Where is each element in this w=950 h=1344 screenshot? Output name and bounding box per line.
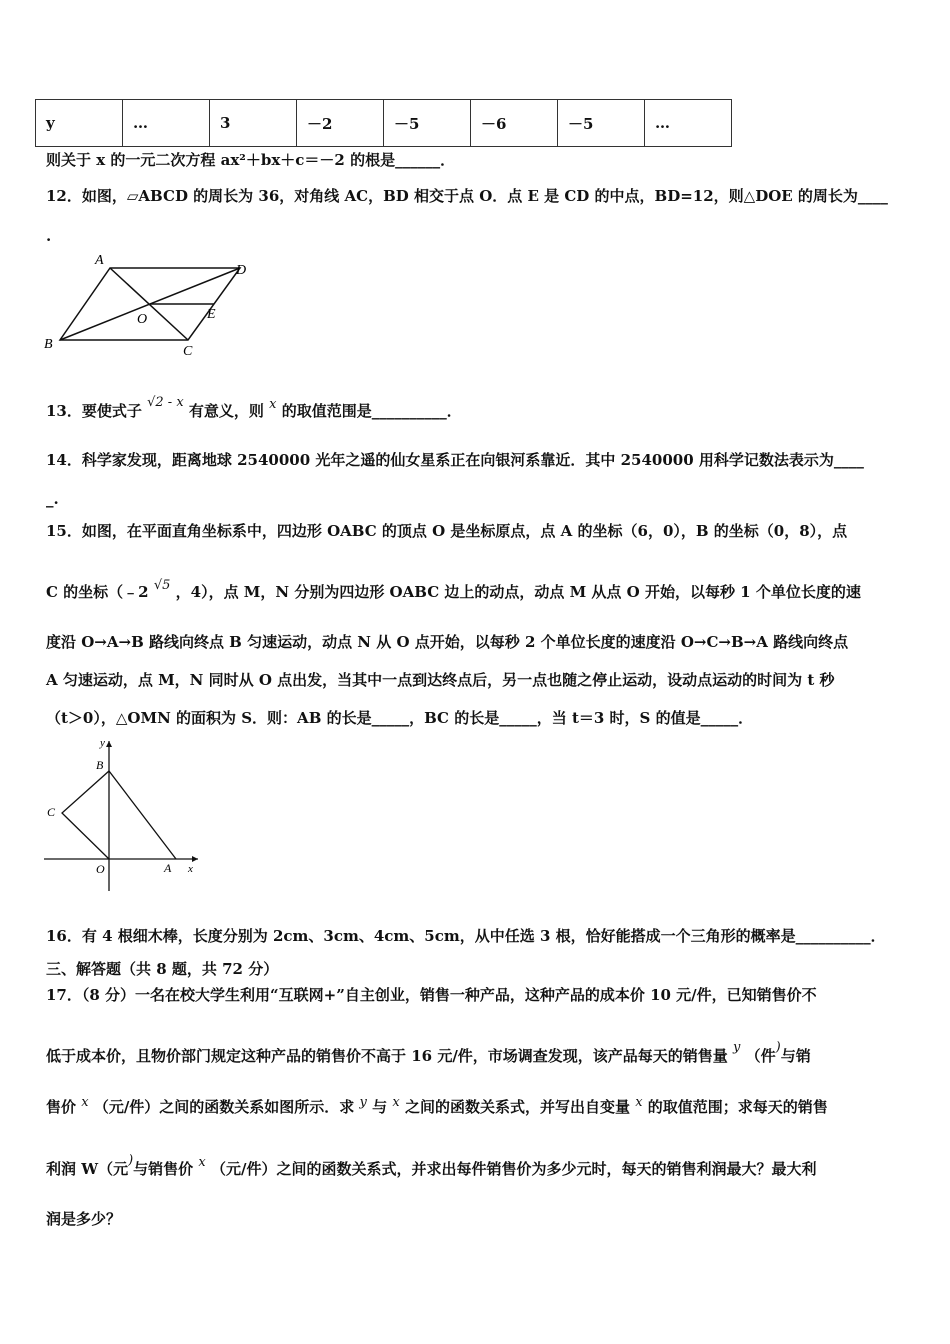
label-a: A — [95, 253, 104, 268]
q15-line4: A 匀速运动，点 M，N 同时从 O 点出发，当其中一点到达终点后，另一点也随之停止运动，设动点运动的时间为 t 秒 — [46, 671, 835, 689]
q17-line5: 润是多少？ — [46, 1210, 122, 1228]
q17-line2-b: （件 — [745, 1047, 776, 1065]
q17-line1: 17．（8 分）一名在校大学生利用“互联网+”自主创业，销售一种产品，这种产品的成本价 10 元/件，已知销售价不 — [46, 986, 817, 1004]
q13-radical: √2 - x — [147, 395, 184, 410]
label-b: B — [44, 337, 53, 352]
q15-line2-b: ，4），点 M，N 分别为四边形 OABC 边上的动点，动点 M 从点 O 开始，以每秒 1 个单位长度的速 — [175, 583, 861, 601]
q17-line4 — [46, 1153, 817, 1181]
q15-line5: （t＞0），△OMN 的面积为 S．则：AB 的长是_____，BC 的长是_____，当 t＝3 时，S 的值是_____． — [46, 709, 754, 727]
table-cell: y — [36, 100, 123, 147]
label-o: O — [137, 312, 148, 327]
q13-middle: 有意义，则 — [188, 402, 264, 420]
label-c: C — [183, 344, 193, 358]
table-cell: 3 — [210, 100, 297, 147]
table-cell: －5 — [558, 100, 645, 147]
q12-line1: 12．如图，▱ABCD 的周长为 36，对角线 AC，BD 相交于点 O．点 E 是 CD 的中点，BD=12，则△DOE 的周长为____ — [46, 187, 888, 205]
q17-line3-a: 售价 — [46, 1098, 77, 1116]
table-row — [36, 100, 732, 147]
coordinate-figure — [40, 733, 210, 898]
q13-prefix: 13．要使式子 — [46, 402, 142, 420]
q13-line — [46, 395, 462, 423]
quadrilateral-oabc — [62, 771, 176, 859]
q17-line3 — [46, 1097, 828, 1119]
y-axis-arrow — [106, 741, 112, 747]
q17-line2 — [46, 1040, 811, 1068]
section-3-heading: 三、解答题（共 8 题，共 72 分） — [46, 960, 279, 978]
label-a: A — [164, 861, 172, 875]
q17-line4-b: 与销售价 — [133, 1160, 194, 1178]
q11-text: 则关于 x 的一元二次方程 ax²＋bx＋c＝－2 的根是______． — [46, 151, 456, 169]
table-cell: －5 — [384, 100, 471, 147]
q17-line4-a: 利润 W（元 — [46, 1160, 129, 1178]
parallelogram-figure — [40, 248, 270, 358]
q17-var-x: x — [81, 1095, 89, 1110]
q17-var-x: x — [198, 1155, 206, 1170]
q17-paren: ) — [128, 1153, 134, 1168]
label-y: y — [100, 737, 105, 749]
label-o: O — [96, 862, 105, 876]
q17-var-y: y — [733, 1040, 741, 1055]
q14-line1: 14．科学家发现，距离地球 2540000 光年之遥的仙女星系正在向银河系靠近．其中 2540000 用科学记数法表示为____ — [46, 451, 864, 469]
q17-line3-b: （元/件）之间的函数关系如图所示．求 — [93, 1098, 355, 1116]
q16-text: 16．有 4 根细木棒，长度分别为 2cm、3cm、4cm、5cm，从中任选 3 根，恰好能搭成一个三角形的概率是__________． — [46, 927, 886, 945]
q17-line3-e: 的取值范围；求每天的销售 — [647, 1098, 828, 1116]
q17-line4-c: （元/件）之间的函数关系式，并求出每件销售价为多少元时，每天的销售利润最大？最大利 — [210, 1160, 817, 1178]
table-cell: －2 — [297, 100, 384, 147]
q12-line2: . — [46, 227, 52, 245]
label-e: E — [207, 307, 216, 322]
table-cell: … — [123, 100, 210, 147]
q17-paren: ) — [775, 1040, 781, 1055]
q14-line2: _. — [46, 490, 59, 508]
q15-line1: 15．如图，在平面直角坐标系中，四边形 OABC 的顶点 O 是坐标原点，点 A 的坐标（6，0），B 的坐标（0，8），点 — [46, 522, 848, 540]
q17-line3-c: 与 — [372, 1098, 388, 1116]
table-cell: … — [645, 100, 732, 147]
x-axis-arrow — [192, 856, 198, 862]
q15-line3: 度沿 O→A→B 路线向终点 B 匀速运动，动点 N 从 O 点开始，以每秒 2 个单位长度的速度沿 O→C→B→A 路线向终点 — [46, 633, 849, 651]
q15-line2-a: C 的坐标（﹣2 — [46, 583, 149, 601]
label-c: C — [47, 805, 56, 819]
label-b: B — [96, 758, 104, 772]
q17-var-x: x — [392, 1095, 400, 1110]
value-table — [35, 99, 732, 147]
q15-line2 — [46, 578, 861, 604]
q17-var-x: x — [635, 1095, 643, 1110]
table-cell: －6 — [471, 100, 558, 147]
label-d: D — [236, 263, 247, 278]
q15-sqrt: √5 — [153, 578, 171, 593]
label-x: x — [188, 863, 193, 875]
q17-line3-d: 之间的函数关系式，并写出自变量 — [404, 1098, 630, 1116]
q17-line2-a: 低于成本价，且物价部门规定这种产品的销售价不高于 16 元/件，市场调查发现，该产品每天的销售量 — [46, 1047, 728, 1065]
q17-line2-c: 与销 — [780, 1047, 811, 1065]
q13-var: x — [269, 397, 277, 412]
q17-var-y: y — [359, 1095, 367, 1110]
q13-suffix: 的取值范围是__________． — [281, 402, 462, 420]
